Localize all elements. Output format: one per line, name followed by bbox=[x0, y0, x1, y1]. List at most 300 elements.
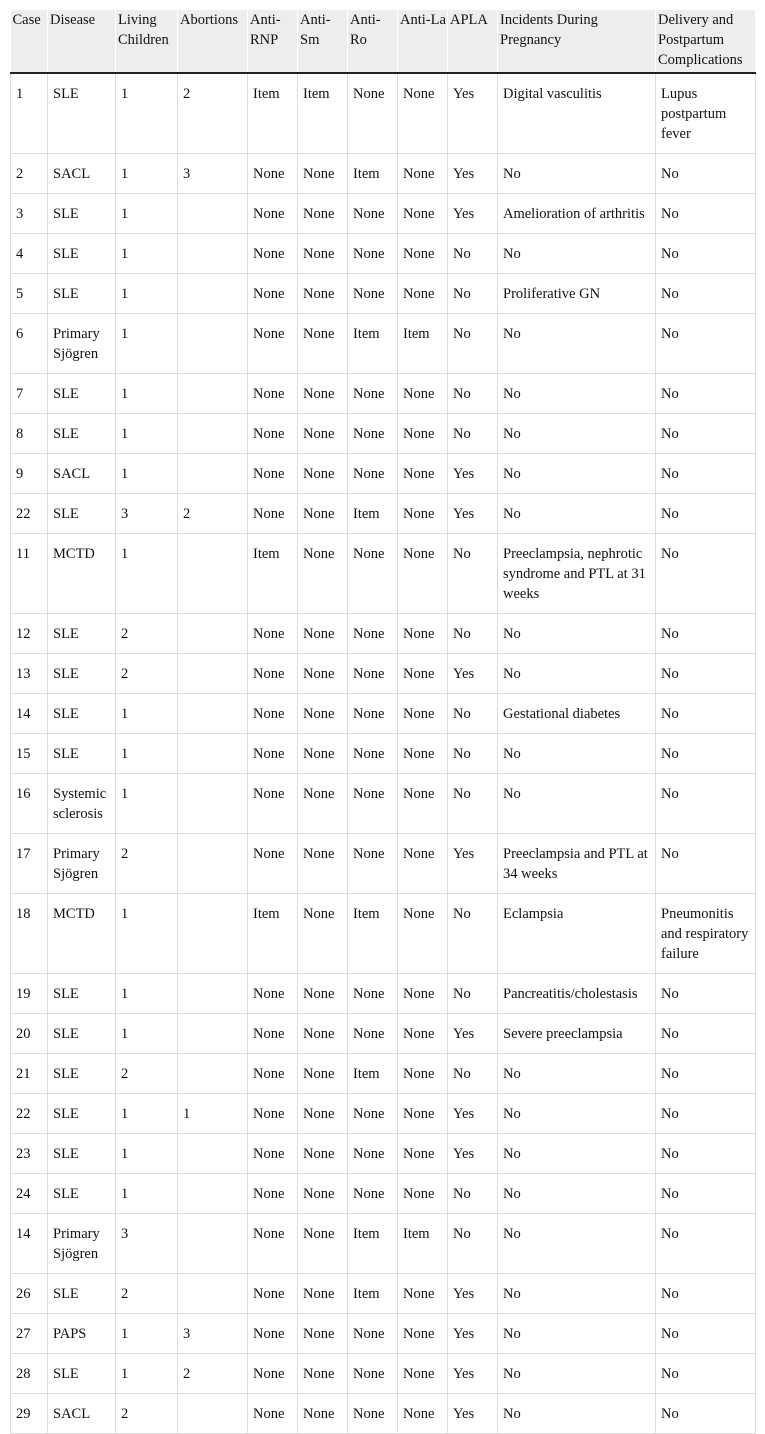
cell-apla: No bbox=[448, 534, 498, 614]
cell-abortions bbox=[178, 234, 248, 274]
cell-case: 18 bbox=[11, 894, 48, 974]
cell-case: 21 bbox=[11, 1054, 48, 1094]
cell-case: 1 bbox=[11, 73, 48, 154]
cell-anti-sm: None bbox=[298, 374, 348, 414]
cell-anti-la: None bbox=[398, 734, 448, 774]
cell-apla: No bbox=[448, 274, 498, 314]
cell-anti-ro: None bbox=[348, 194, 398, 234]
cell-living-children: 1 bbox=[116, 534, 178, 614]
cell-anti-la: None bbox=[398, 774, 448, 834]
cell-incidents: No bbox=[498, 414, 656, 454]
cell-anti-rnp: None bbox=[248, 1094, 298, 1134]
cell-abortions bbox=[178, 454, 248, 494]
table-row bbox=[11, 1134, 756, 1174]
cell-complications: No bbox=[656, 1394, 756, 1434]
table-row bbox=[11, 154, 756, 194]
cell-apla: Yes bbox=[448, 1094, 498, 1134]
cell-abortions bbox=[178, 834, 248, 894]
cell-anti-la: None bbox=[398, 1274, 448, 1314]
cell-anti-rnp: None bbox=[248, 734, 298, 774]
cell-anti-rnp: None bbox=[248, 1354, 298, 1394]
cell-disease: SLE bbox=[48, 234, 116, 274]
cell-anti-la: None bbox=[398, 234, 448, 274]
cell-living-children: 1 bbox=[116, 374, 178, 414]
cell-complications: No bbox=[656, 1174, 756, 1214]
cell-complications: No bbox=[656, 154, 756, 194]
cell-living-children: 1 bbox=[116, 734, 178, 774]
cell-anti-sm: None bbox=[298, 534, 348, 614]
cell-complications: No bbox=[656, 774, 756, 834]
cell-case: 3 bbox=[11, 194, 48, 234]
cell-disease: SLE bbox=[48, 414, 116, 454]
cell-case: 27 bbox=[11, 1314, 48, 1354]
cell-abortions: 3 bbox=[178, 1314, 248, 1354]
cell-anti-rnp: None bbox=[248, 1134, 298, 1174]
cell-abortions: 2 bbox=[178, 494, 248, 534]
cell-case: 13 bbox=[11, 654, 48, 694]
cell-anti-rnp: None bbox=[248, 234, 298, 274]
cell-anti-sm: Item bbox=[298, 73, 348, 154]
cell-anti-ro: None bbox=[348, 374, 398, 414]
table-row bbox=[11, 694, 756, 734]
cell-incidents: No bbox=[498, 454, 656, 494]
cell-anti-rnp: None bbox=[248, 154, 298, 194]
cell-anti-la: None bbox=[398, 894, 448, 974]
table-row bbox=[11, 1174, 756, 1214]
table-row bbox=[11, 534, 756, 614]
cell-anti-ro: None bbox=[348, 1354, 398, 1394]
column-header-abortions: Abortions bbox=[178, 10, 248, 73]
table-row bbox=[11, 1094, 756, 1134]
column-header-incidents: Incidents During Pregnancy bbox=[498, 10, 656, 73]
cell-incidents: No bbox=[498, 494, 656, 534]
cell-abortions bbox=[178, 694, 248, 734]
cell-case: 14 bbox=[11, 694, 48, 734]
table-row bbox=[11, 894, 756, 974]
cell-abortions bbox=[178, 314, 248, 374]
cell-apla: Yes bbox=[448, 194, 498, 234]
cell-incidents: Preeclampsia, nephrotic syndrome and PTL at 31 weeks bbox=[498, 534, 656, 614]
table-row bbox=[11, 774, 756, 834]
column-header-disease: Disease bbox=[48, 10, 116, 73]
cell-anti-sm: None bbox=[298, 894, 348, 974]
cell-anti-la: None bbox=[398, 274, 448, 314]
column-header-apla: APLA bbox=[448, 10, 498, 73]
cell-anti-ro: Item bbox=[348, 154, 398, 194]
cell-anti-ro: Item bbox=[348, 1054, 398, 1094]
cell-abortions bbox=[178, 734, 248, 774]
cell-anti-la: None bbox=[398, 1134, 448, 1174]
cell-abortions bbox=[178, 274, 248, 314]
cell-case: 12 bbox=[11, 614, 48, 654]
cell-case: 6 bbox=[11, 314, 48, 374]
cell-living-children: 1 bbox=[116, 694, 178, 734]
cell-case: 5 bbox=[11, 274, 48, 314]
cell-anti-rnp: None bbox=[248, 1054, 298, 1094]
cell-incidents: Pancreatitis/cholestasis bbox=[498, 974, 656, 1014]
cell-abortions bbox=[178, 774, 248, 834]
column-header-anti-ro: Anti-Ro bbox=[348, 10, 398, 73]
cell-anti-sm: None bbox=[298, 314, 348, 374]
cell-anti-sm: None bbox=[298, 1214, 348, 1274]
cell-abortions bbox=[178, 1394, 248, 1434]
cell-incidents: No bbox=[498, 1394, 656, 1434]
table-row bbox=[11, 1214, 756, 1274]
table-row bbox=[11, 314, 756, 374]
cell-living-children: 2 bbox=[116, 1394, 178, 1434]
cell-anti-rnp: None bbox=[248, 974, 298, 1014]
cell-abortions bbox=[178, 1214, 248, 1274]
cell-disease: SLE bbox=[48, 1354, 116, 1394]
cell-abortions bbox=[178, 534, 248, 614]
table-row bbox=[11, 414, 756, 454]
cell-anti-la: None bbox=[398, 974, 448, 1014]
cell-case: 9 bbox=[11, 454, 48, 494]
cell-anti-rnp: Item bbox=[248, 73, 298, 154]
cell-case: 22 bbox=[11, 1094, 48, 1134]
cell-complications: No bbox=[656, 234, 756, 274]
cell-complications: Pneumonitis and respiratory failure bbox=[656, 894, 756, 974]
cell-living-children: 1 bbox=[116, 1314, 178, 1354]
cell-incidents: Gestational diabetes bbox=[498, 694, 656, 734]
cell-living-children: 2 bbox=[116, 654, 178, 694]
cell-case: 20 bbox=[11, 1014, 48, 1054]
cell-living-children: 1 bbox=[116, 1094, 178, 1134]
cell-complications: No bbox=[656, 974, 756, 1014]
cell-apla: Yes bbox=[448, 494, 498, 534]
cell-incidents: Eclampsia bbox=[498, 894, 656, 974]
cell-abortions bbox=[178, 194, 248, 234]
cell-anti-ro: Item bbox=[348, 894, 398, 974]
cell-disease: SLE bbox=[48, 1054, 116, 1094]
cell-disease: SLE bbox=[48, 1174, 116, 1214]
cell-incidents: No bbox=[498, 234, 656, 274]
cell-apla: No bbox=[448, 374, 498, 414]
cell-living-children: 2 bbox=[116, 1274, 178, 1314]
cell-anti-ro: None bbox=[348, 614, 398, 654]
cell-apla: Yes bbox=[448, 454, 498, 494]
cell-living-children: 1 bbox=[116, 894, 178, 974]
cell-anti-ro: None bbox=[348, 974, 398, 1014]
cell-apla: No bbox=[448, 614, 498, 654]
cell-incidents: No bbox=[498, 1314, 656, 1354]
table-row bbox=[11, 654, 756, 694]
cell-case: 8 bbox=[11, 414, 48, 454]
cell-living-children: 1 bbox=[116, 414, 178, 454]
cell-anti-rnp: None bbox=[248, 694, 298, 734]
cell-anti-ro: None bbox=[348, 73, 398, 154]
cell-case: 17 bbox=[11, 834, 48, 894]
cell-anti-ro: None bbox=[348, 1394, 398, 1434]
cell-complications: No bbox=[656, 1094, 756, 1134]
cell-anti-sm: None bbox=[298, 274, 348, 314]
cell-complications: No bbox=[656, 654, 756, 694]
cell-apla: No bbox=[448, 694, 498, 734]
cell-abortions bbox=[178, 654, 248, 694]
cell-anti-la: None bbox=[398, 73, 448, 154]
cell-case: 16 bbox=[11, 774, 48, 834]
cell-anti-ro: None bbox=[348, 414, 398, 454]
cell-anti-rnp: Item bbox=[248, 894, 298, 974]
cell-anti-sm: None bbox=[298, 1394, 348, 1434]
cell-anti-la: None bbox=[398, 1174, 448, 1214]
cell-incidents: Amelioration of arthritis bbox=[498, 194, 656, 234]
cell-anti-ro: Item bbox=[348, 314, 398, 374]
cell-case: 19 bbox=[11, 974, 48, 1014]
table-row bbox=[11, 614, 756, 654]
cell-incidents: No bbox=[498, 374, 656, 414]
cell-anti-la: None bbox=[398, 154, 448, 194]
cell-apla: No bbox=[448, 414, 498, 454]
cell-disease: SLE bbox=[48, 274, 116, 314]
cell-living-children: 3 bbox=[116, 494, 178, 534]
cell-anti-ro: None bbox=[348, 654, 398, 694]
cell-complications: No bbox=[656, 494, 756, 534]
cell-disease: SACL bbox=[48, 154, 116, 194]
cell-anti-ro: None bbox=[348, 1134, 398, 1174]
cell-anti-la: None bbox=[398, 494, 448, 534]
column-header-anti-sm: Anti-Sm bbox=[298, 10, 348, 73]
cell-complications: No bbox=[656, 1014, 756, 1054]
cell-case: 28 bbox=[11, 1354, 48, 1394]
cell-case: 22 bbox=[11, 494, 48, 534]
cell-anti-la: None bbox=[398, 534, 448, 614]
table-body bbox=[11, 73, 756, 1434]
clinical-cases-table bbox=[10, 10, 756, 1434]
cell-anti-rnp: None bbox=[248, 1174, 298, 1214]
cell-anti-ro: None bbox=[348, 1094, 398, 1134]
cell-complications: No bbox=[656, 1054, 756, 1094]
cell-abortions bbox=[178, 374, 248, 414]
cell-anti-sm: None bbox=[298, 1314, 348, 1354]
cell-apla: No bbox=[448, 1174, 498, 1214]
cell-anti-sm: None bbox=[298, 654, 348, 694]
cell-living-children: 1 bbox=[116, 314, 178, 374]
cell-anti-ro: None bbox=[348, 234, 398, 274]
cell-anti-rnp: None bbox=[248, 374, 298, 414]
cell-living-children: 1 bbox=[116, 974, 178, 1014]
table-row bbox=[11, 274, 756, 314]
cell-anti-rnp: None bbox=[248, 614, 298, 654]
header-row bbox=[11, 10, 756, 73]
cell-anti-ro: None bbox=[348, 1174, 398, 1214]
cell-abortions bbox=[178, 1014, 248, 1054]
cell-complications: No bbox=[656, 1354, 756, 1394]
cell-anti-sm: None bbox=[298, 454, 348, 494]
cell-anti-la: None bbox=[398, 654, 448, 694]
cell-anti-la: None bbox=[398, 454, 448, 494]
cell-anti-sm: None bbox=[298, 1354, 348, 1394]
cell-anti-sm: None bbox=[298, 974, 348, 1014]
cell-incidents: No bbox=[498, 1134, 656, 1174]
cell-apla: Yes bbox=[448, 1314, 498, 1354]
column-header-anti-rnp: Anti-RNP bbox=[248, 10, 298, 73]
cell-anti-la: None bbox=[398, 1094, 448, 1134]
table-row bbox=[11, 1054, 756, 1094]
cell-living-children: 1 bbox=[116, 1354, 178, 1394]
cell-complications: No bbox=[656, 694, 756, 734]
cell-anti-ro: None bbox=[348, 834, 398, 894]
cell-living-children: 1 bbox=[116, 1014, 178, 1054]
table-row bbox=[11, 234, 756, 274]
cell-disease: MCTD bbox=[48, 894, 116, 974]
cell-anti-sm: None bbox=[298, 1054, 348, 1094]
cell-disease: SLE bbox=[48, 694, 116, 734]
cell-anti-rnp: None bbox=[248, 654, 298, 694]
cell-complications: No bbox=[656, 274, 756, 314]
table-row bbox=[11, 1394, 756, 1434]
cell-complications: No bbox=[656, 834, 756, 894]
cell-anti-la: None bbox=[398, 194, 448, 234]
cell-abortions bbox=[178, 1174, 248, 1214]
cell-abortions bbox=[178, 614, 248, 654]
cell-anti-ro: None bbox=[348, 274, 398, 314]
cell-incidents: No bbox=[498, 1214, 656, 1274]
cell-disease: SLE bbox=[48, 654, 116, 694]
cell-anti-la: Item bbox=[398, 314, 448, 374]
table-row bbox=[11, 374, 756, 414]
table-header bbox=[11, 10, 756, 73]
cell-disease: Primary Sjögren bbox=[48, 1214, 116, 1274]
cell-anti-sm: None bbox=[298, 734, 348, 774]
cell-complications: No bbox=[656, 1214, 756, 1274]
cell-abortions bbox=[178, 974, 248, 1014]
cell-anti-rnp: None bbox=[248, 834, 298, 894]
cell-living-children: 1 bbox=[116, 454, 178, 494]
cell-complications: No bbox=[656, 314, 756, 374]
cell-complications: No bbox=[656, 734, 756, 774]
cell-anti-ro: Item bbox=[348, 1214, 398, 1274]
cell-anti-la: None bbox=[398, 614, 448, 654]
cell-case: 15 bbox=[11, 734, 48, 774]
cell-incidents: No bbox=[498, 154, 656, 194]
cell-anti-ro: None bbox=[348, 454, 398, 494]
cell-incidents: No bbox=[498, 654, 656, 694]
cell-abortions: 1 bbox=[178, 1094, 248, 1134]
column-header-complications: Delivery and Postpartum Complications bbox=[656, 10, 756, 73]
cell-anti-sm: None bbox=[298, 1014, 348, 1054]
cell-case: 26 bbox=[11, 1274, 48, 1314]
cell-anti-sm: None bbox=[298, 834, 348, 894]
cell-case: 29 bbox=[11, 1394, 48, 1434]
cell-anti-rnp: None bbox=[248, 414, 298, 454]
cell-case: 2 bbox=[11, 154, 48, 194]
cell-disease: PAPS bbox=[48, 1314, 116, 1354]
cell-anti-la: None bbox=[398, 374, 448, 414]
cell-incidents: Proliferative GN bbox=[498, 274, 656, 314]
table-row bbox=[11, 1354, 756, 1394]
cell-anti-la: None bbox=[398, 1394, 448, 1434]
cell-complications: No bbox=[656, 534, 756, 614]
cell-living-children: 1 bbox=[116, 154, 178, 194]
table-row bbox=[11, 734, 756, 774]
cell-anti-rnp: None bbox=[248, 1214, 298, 1274]
cell-abortions bbox=[178, 1274, 248, 1314]
cell-disease: SLE bbox=[48, 734, 116, 774]
cell-living-children: 1 bbox=[116, 234, 178, 274]
table-row bbox=[11, 1274, 756, 1314]
cell-anti-la: Item bbox=[398, 1214, 448, 1274]
cell-case: 4 bbox=[11, 234, 48, 274]
cell-anti-la: None bbox=[398, 1054, 448, 1094]
cell-anti-la: None bbox=[398, 834, 448, 894]
column-header-anti-la: Anti-La bbox=[398, 10, 448, 73]
cell-anti-rnp: None bbox=[248, 194, 298, 234]
table-row bbox=[11, 194, 756, 234]
cell-anti-sm: None bbox=[298, 154, 348, 194]
cell-incidents: No bbox=[498, 774, 656, 834]
cell-living-children: 1 bbox=[116, 73, 178, 154]
cell-disease: SLE bbox=[48, 194, 116, 234]
table-row bbox=[11, 454, 756, 494]
cell-living-children: 1 bbox=[116, 774, 178, 834]
cell-incidents: No bbox=[498, 1274, 656, 1314]
cell-case: 7 bbox=[11, 374, 48, 414]
cell-anti-ro: None bbox=[348, 1014, 398, 1054]
cell-abortions: 3 bbox=[178, 154, 248, 194]
cell-anti-ro: None bbox=[348, 534, 398, 614]
cell-living-children: 1 bbox=[116, 194, 178, 234]
cell-abortions bbox=[178, 894, 248, 974]
table-row bbox=[11, 1014, 756, 1054]
cell-disease: SACL bbox=[48, 1394, 116, 1434]
table-row bbox=[11, 974, 756, 1014]
cell-complications: No bbox=[656, 1314, 756, 1354]
cell-apla: Yes bbox=[448, 1134, 498, 1174]
cell-disease: SACL bbox=[48, 454, 116, 494]
cell-complications: No bbox=[656, 414, 756, 454]
cell-anti-ro: Item bbox=[348, 1274, 398, 1314]
cell-anti-rnp: None bbox=[248, 314, 298, 374]
cell-anti-ro: None bbox=[348, 734, 398, 774]
cell-abortions bbox=[178, 414, 248, 454]
cell-incidents: No bbox=[498, 614, 656, 654]
cell-anti-ro: Item bbox=[348, 494, 398, 534]
cell-apla: No bbox=[448, 314, 498, 374]
cell-incidents: No bbox=[498, 1054, 656, 1094]
cell-disease: SLE bbox=[48, 974, 116, 1014]
cell-anti-sm: None bbox=[298, 1174, 348, 1214]
cell-apla: No bbox=[448, 1214, 498, 1274]
cell-anti-ro: None bbox=[348, 694, 398, 734]
cell-apla: Yes bbox=[448, 1354, 498, 1394]
cell-anti-rnp: None bbox=[248, 1014, 298, 1054]
column-header-case: Case bbox=[11, 10, 48, 73]
cell-disease: SLE bbox=[48, 374, 116, 414]
cell-apla: No bbox=[448, 1054, 498, 1094]
cell-incidents: No bbox=[498, 314, 656, 374]
cell-apla: Yes bbox=[448, 1274, 498, 1314]
cell-complications: No bbox=[656, 614, 756, 654]
cell-anti-rnp: None bbox=[248, 1394, 298, 1434]
cell-anti-la: None bbox=[398, 1014, 448, 1054]
table-container bbox=[10, 10, 755, 1422]
cell-anti-sm: None bbox=[298, 414, 348, 454]
cell-disease: SLE bbox=[48, 1094, 116, 1134]
cell-anti-la: None bbox=[398, 694, 448, 734]
cell-apla: Yes bbox=[448, 1014, 498, 1054]
column-header-living-children: Living Children bbox=[116, 10, 178, 73]
cell-apla: No bbox=[448, 234, 498, 274]
cell-anti-rnp: Item bbox=[248, 534, 298, 614]
cell-anti-sm: None bbox=[298, 1134, 348, 1174]
cell-complications: No bbox=[656, 1134, 756, 1174]
cell-incidents: No bbox=[498, 1094, 656, 1134]
cell-apla: Yes bbox=[448, 154, 498, 194]
table-row bbox=[11, 494, 756, 534]
cell-anti-la: None bbox=[398, 1314, 448, 1354]
cell-complications: No bbox=[656, 1274, 756, 1314]
